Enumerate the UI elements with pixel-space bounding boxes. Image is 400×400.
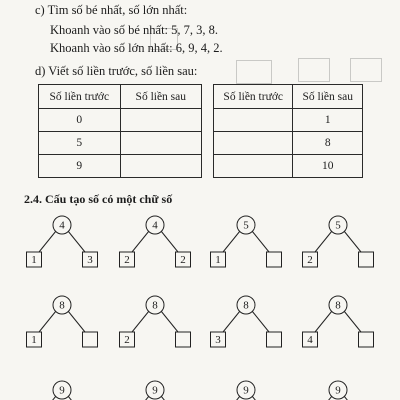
bond-branch-right (68, 311, 85, 332)
table-header-cell: Số liền sau (293, 85, 363, 109)
bond-part-left-value: 2 (124, 254, 130, 266)
bond-part-right-box[interactable] (176, 332, 191, 347)
bond-branch-left (223, 311, 240, 332)
table-cell: 8 (293, 132, 363, 155)
table-cell: 0 (39, 109, 121, 132)
bond-whole-value: 9 (152, 384, 158, 397)
table-header-cell: Số liền sau (120, 85, 201, 109)
bond-branch-right (344, 231, 361, 252)
bond-branch-right (252, 396, 269, 400)
bond-branch-left (39, 311, 56, 332)
bond-part-right-box[interactable] (267, 252, 282, 267)
section-c-title: c) Tìm số bé nhất, số lớn nhất: (35, 3, 188, 17)
bond-branch-right (344, 396, 361, 400)
table-cell: 1 (293, 109, 363, 132)
bond-branch-left (132, 311, 149, 332)
bond-branch-right (161, 396, 178, 400)
bond-branch-right (161, 231, 178, 252)
bond-branch-left (223, 396, 240, 400)
bond-part-left-value: 3 (215, 334, 221, 346)
bond-part-left-value: 1 (215, 254, 221, 266)
bond-branch-left (223, 231, 240, 252)
section-d-title: d) Viết số liền trước, số liền sau: (35, 64, 198, 78)
bond-whole-value: 9 (335, 384, 341, 397)
bond-whole-value: 4 (152, 219, 158, 232)
bond-branch-left (39, 231, 56, 252)
bond-whole-value: 5 (243, 219, 249, 232)
bond-branch-left (315, 396, 332, 400)
bond-branch-left (315, 311, 332, 332)
bond-branch-right (68, 231, 85, 252)
bond-whole-value: 8 (152, 299, 158, 312)
bond-part-right-box[interactable] (359, 252, 374, 267)
section-c-line-1: Khoanh vào số bé nhất: 5, 7, 3, 8. (50, 23, 219, 37)
bond-part-right-value: 3 (87, 254, 93, 266)
bond-part-left-value: 1 (31, 254, 37, 266)
bond-branch-right (252, 231, 269, 252)
table-cell: 9 (39, 155, 121, 178)
bond-branch-left (315, 231, 332, 252)
bond-branch-right (252, 311, 269, 332)
bond-part-left-value: 4 (307, 334, 313, 346)
bond-branch-right (344, 311, 361, 332)
bond-part-right-box[interactable] (83, 332, 98, 347)
bond-part-right-box[interactable] (359, 332, 374, 347)
bond-whole-value: 8 (243, 299, 249, 312)
bond-branch-left (132, 396, 149, 400)
bond-whole-value: 8 (335, 299, 341, 312)
table-cell: 10 (293, 155, 363, 178)
section-2-4-title: 2.4. Cấu tạo số có một chữ số (24, 192, 173, 206)
table-header-cell: Số liền trước (214, 85, 293, 109)
bond-part-right-box[interactable] (267, 332, 282, 347)
table-header-cell: Số liền trước (39, 85, 121, 109)
bond-part-left-value: 1 (31, 334, 37, 346)
bond-whole-value: 9 (243, 384, 249, 397)
bond-part-left-value: 2 (307, 254, 313, 266)
bond-whole-value: 5 (335, 219, 341, 232)
bond-whole-value: 8 (59, 299, 65, 312)
bond-whole-value: 4 (59, 219, 65, 232)
table-cell: 5 (39, 132, 121, 155)
bond-branch-left (132, 231, 149, 252)
bond-part-left-value: 2 (124, 334, 130, 346)
bond-branch-right (68, 396, 85, 400)
bond-part-right-value: 2 (180, 254, 186, 266)
bond-branch-right (161, 311, 178, 332)
bond-whole-value: 9 (59, 384, 65, 397)
bond-branch-left (39, 396, 56, 400)
section-c-line-2: Khoanh vào số lớn nhất: 6, 9, 4, 2. (50, 41, 223, 55)
